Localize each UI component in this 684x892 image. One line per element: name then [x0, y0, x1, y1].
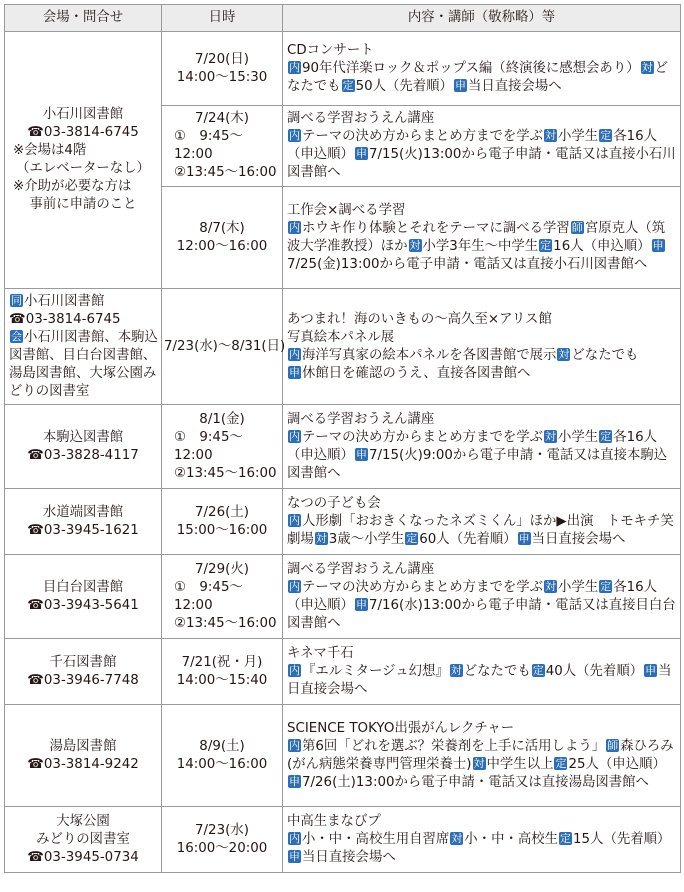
event-time: 15:00〜16:00 — [176, 522, 268, 538]
tei-badge: 定 — [600, 579, 612, 593]
header-datetime: 日時 — [162, 5, 283, 32]
venue-cell — [5, 32, 162, 289]
moushi-badge: 申 — [355, 147, 367, 160]
tei-badge: 定 — [555, 756, 567, 770]
phone-icon: ☎ — [27, 522, 44, 538]
venue-name: みどりの図書室 — [36, 831, 130, 847]
venue-name: 水道端図書館 — [42, 504, 124, 520]
event-time: ②13:45〜16:00 — [174, 615, 277, 631]
venue-tel: ☎03-3945-0734 — [27, 849, 139, 865]
moushi-badge: 申 — [355, 597, 367, 611]
event-title: 工作会×調べる学習 — [287, 202, 406, 218]
tai-badge: 対 — [450, 663, 462, 677]
tai-badge: 対 — [641, 60, 653, 74]
header-venue: 会場・問合せ — [5, 5, 162, 32]
phone-icon: ☎ — [27, 597, 44, 613]
venue-name: 大塚公園 — [56, 813, 110, 829]
tei-badge: 定 — [600, 129, 612, 142]
content-cell: 調べる学習おうえん講座 内 テーマの決め方からまとめ方までを学ぶ 対 小学生 定 各16人（申込順） 申 7/15(火)9:00から電子申請・電話又は直接本駒込図書館へ — [283, 405, 681, 489]
event-table — [4, 4, 681, 873]
event-date: 8/9(土) — [199, 738, 245, 754]
event-time: ②13:45〜16:00 — [174, 465, 277, 481]
content-cell: SCIENCE TOKYO出張がんレクチャー 内 第6回「どれを選ぶ？栄養剤を上手に活用しよう」 師 森ひろみ(がん病態栄養専門管理栄養士) 対 中学生以上 定 25人（申込順）申 7/26(土)13:00から電子申請・電話又は直接湯島図書館へ — [283, 705, 681, 807]
date-cell — [162, 32, 283, 106]
tai-badge: 対 — [409, 238, 421, 252]
date-cell — [162, 639, 283, 705]
tei-badge: 定 — [600, 429, 612, 443]
venue-name: 湯島図書館 — [49, 738, 117, 754]
venue-tel: ☎03-3946-7748 — [27, 672, 139, 688]
event-date: 8/7(木) — [199, 220, 245, 236]
venue-tel: ☎03-3828-4117 — [27, 447, 139, 463]
table-row — [5, 555, 681, 639]
event-time: 16:00〜20:00 — [176, 840, 268, 856]
nai-badge: 内 — [289, 663, 300, 677]
phone-icon: ☎ — [27, 447, 44, 463]
nai-badge: 内 — [289, 738, 300, 752]
event-title: なつの子ども会 — [287, 495, 381, 511]
content-cell: キネマ千石 内 『エルミタージュ幻想』 対 どなたでも 定 40人（先着順） 申 当日直接会場へ — [283, 639, 681, 705]
nai-badge: 内 — [289, 429, 300, 443]
venue-tel: ☎03-3814-9242 — [27, 756, 139, 772]
phone-icon: ☎ — [27, 849, 44, 865]
table-row — [5, 807, 681, 873]
nai-badge: 内 — [289, 129, 300, 142]
venue-cell — [5, 807, 162, 873]
date-cell — [162, 106, 283, 187]
tei-badge: 定 — [406, 531, 418, 545]
event-date: 7/26(土) — [195, 504, 249, 520]
moushi-badge: 申 — [454, 78, 466, 92]
venue-list: 小石川図書館、本駒込図書館、目白台図書館、湯島図書館、大塚公園みどりの図書室 — [9, 329, 158, 399]
table-row — [5, 405, 681, 489]
event-time: 14:00〜15:30 — [176, 69, 268, 85]
venue-name: 千石図書館 — [49, 654, 117, 670]
table-row — [5, 705, 681, 807]
date-cell — [162, 187, 283, 289]
event-date: 7/23(水) — [195, 822, 249, 838]
table-row — [5, 489, 681, 555]
tei-badge: 定 — [532, 663, 544, 677]
tai-badge: 対 — [545, 579, 557, 593]
venue-note: ※会場は4階 — [13, 143, 87, 158]
venue-note: （エレベーターなし） — [16, 161, 150, 176]
tai-badge: 対 — [545, 129, 557, 142]
phone-icon: ☎ — [27, 672, 44, 688]
event-title: SCIENCE TOKYO出張がんレクチャー — [287, 720, 515, 736]
nai-badge: 内 — [289, 220, 300, 234]
nai-badge: 内 — [289, 513, 300, 527]
kai-badge: 会 — [11, 329, 22, 343]
event-time: 12:00〜16:00 — [176, 238, 268, 254]
event-time: ① 9:45〜12:00 — [174, 429, 243, 463]
nai-badge: 内 — [289, 347, 300, 361]
tei-badge: 定 — [560, 831, 572, 845]
event-title: 調べる学習おうえん講座 — [287, 561, 435, 577]
event-date: 7/24(木) — [195, 111, 249, 126]
event-time: 14:00〜15:40 — [176, 672, 268, 688]
event-time: ②13:45〜16:00 — [174, 165, 277, 180]
content-cell: なつの子ども会 内 人形劇「おおきくなったネズミくん」ほか▶出演 トモキチ笑劇場 対 3歳〜小学生 定 60人（先着順） 申 当日直接会場へ — [283, 489, 681, 555]
venue-name: 目白台図書館 — [42, 579, 124, 595]
event-title: 調べる学習おうえん講座 — [287, 111, 435, 126]
venue-cell — [5, 639, 162, 705]
event-title: あつまれ！海のいきもの〜高久至×アリス館 — [287, 311, 552, 327]
tai-badge: 対 — [315, 531, 327, 545]
event-date: 7/29(火) — [195, 561, 249, 577]
venue-cell — [5, 705, 162, 807]
event-time: ① 9:45〜12:00 — [174, 579, 243, 613]
phone-icon: ☎ — [27, 756, 44, 772]
event-date: 8/1(金) — [199, 411, 245, 427]
event-date: 7/23(水)〜8/31(日) — [164, 338, 286, 354]
date-cell — [162, 489, 283, 555]
tai-badge: 対 — [451, 831, 463, 845]
venue-name: 小石川図書館 — [24, 293, 105, 309]
tai-badge: 対 — [558, 347, 570, 361]
header-row — [5, 5, 681, 32]
date-cell — [162, 289, 286, 405]
tei-badge: 定 — [540, 238, 552, 252]
venue-cell — [5, 405, 162, 489]
event-title: 調べる学習おうえん講座 — [287, 411, 435, 427]
event-date: 7/20(日) — [195, 51, 249, 67]
shi-badge: 師 — [607, 738, 619, 752]
content-cell: 中高生まなびプ 内 小・中・高校生用自習席 対 小・中・高校生 定 15人（先着順）申 当日直接会場へ — [283, 807, 681, 873]
moushi-badge: 申 — [355, 447, 367, 461]
moushi-badge: 申 — [289, 774, 300, 788]
moushi-badge: 申 — [289, 849, 300, 863]
table-row — [5, 32, 681, 106]
venue-tel: ☎03-3814-6745 — [27, 125, 139, 140]
venue-tel: ☎03-3814-6745 — [9, 311, 121, 327]
phone-icon: ☎ — [27, 125, 44, 140]
content-cell: あつまれ！海のいきもの〜高久至×アリス館 写真絵本パネル展 内 海洋写真家の絵本パネルを各図書館で展示 対 どなたでも 申 休館日を確認のうえ、直接各図書館へ — [283, 289, 681, 405]
event-time: 14:00〜16:00 — [176, 756, 268, 772]
venue-tel: ☎03-3943-5641 — [27, 597, 139, 613]
nai-badge: 内 — [289, 60, 300, 74]
date-cell — [162, 807, 283, 873]
date-cell — [162, 405, 283, 489]
venue-cell — [5, 489, 162, 555]
moushi-badge: 申 — [518, 531, 530, 545]
moushi-badge: 申 — [645, 663, 657, 677]
venue-note: 事前に申請のこと — [29, 197, 137, 212]
table-row — [5, 289, 681, 405]
tai-badge: 対 — [545, 429, 557, 443]
content-cell: 調べる学習おうえん講座 内 テーマの決め方からまとめ方までを学ぶ 対 小学生 定 各16人（申込順） 申 7/15(火)13:00から電子申請・電話又は直接小石川図書館へ — [283, 106, 681, 187]
dou-badge: 同 — [11, 293, 22, 307]
content-cell: 工作会×調べる学習 内 ホウキ作り体験とそれをテーマに調べる学習 師 宮原克人（筑波大学准教授）ほか 対 小学3年生〜中学生 定 16人（申込順） 申7/25(金)13:00から電子申請・電話又は直接小石川図書館へ — [283, 187, 681, 289]
content-cell: CDコンサート 内 90年代洋楽ロック＆ポップス編（終演後に感想会あり） 対 どなたでも 定 50人（先着順） 申 当日直接会場へ — [283, 32, 681, 106]
event-title: 中高生まなびプ — [287, 813, 381, 829]
date-cell — [162, 705, 283, 807]
shi-badge: 師 — [571, 220, 583, 234]
venue-tel: ☎03-3945-1621 — [27, 522, 139, 538]
venue-cell — [5, 555, 162, 639]
event-time: ① 9:45〜12:00 — [174, 129, 243, 162]
phone-icon: ☎ — [9, 311, 26, 327]
event-date: 7/21(祝・月) — [181, 654, 263, 670]
moushi-badge: 申 — [289, 365, 300, 379]
venue-cell — [5, 289, 162, 405]
moushi-badge: 申 — [652, 238, 664, 252]
tai-badge: 対 — [473, 756, 485, 770]
event-title: キネマ千石 — [287, 645, 354, 661]
table-row — [5, 639, 681, 705]
nai-badge: 内 — [289, 831, 300, 845]
content-cell: 調べる学習おうえん講座 内 テーマの決め方からまとめ方までを学ぶ 対 小学生 定 各16人（申込順） 申 7/16(水)13:00から電子申請・電話又は直接目白台図書館へ — [283, 555, 681, 639]
nai-badge: 内 — [289, 579, 300, 593]
header-content: 内容・講師（敬称略）等 — [283, 5, 681, 32]
venue-note: ※介助が必要な方は — [13, 179, 132, 194]
event-title: CDコンサート — [287, 42, 374, 58]
venue-name: 小石川図書館 — [42, 107, 124, 122]
event-subtitle: 写真絵本パネル展 — [287, 329, 395, 345]
venue-name: 本駒込図書館 — [42, 429, 124, 445]
date-cell — [162, 555, 283, 639]
tei-badge: 定 — [342, 78, 354, 92]
